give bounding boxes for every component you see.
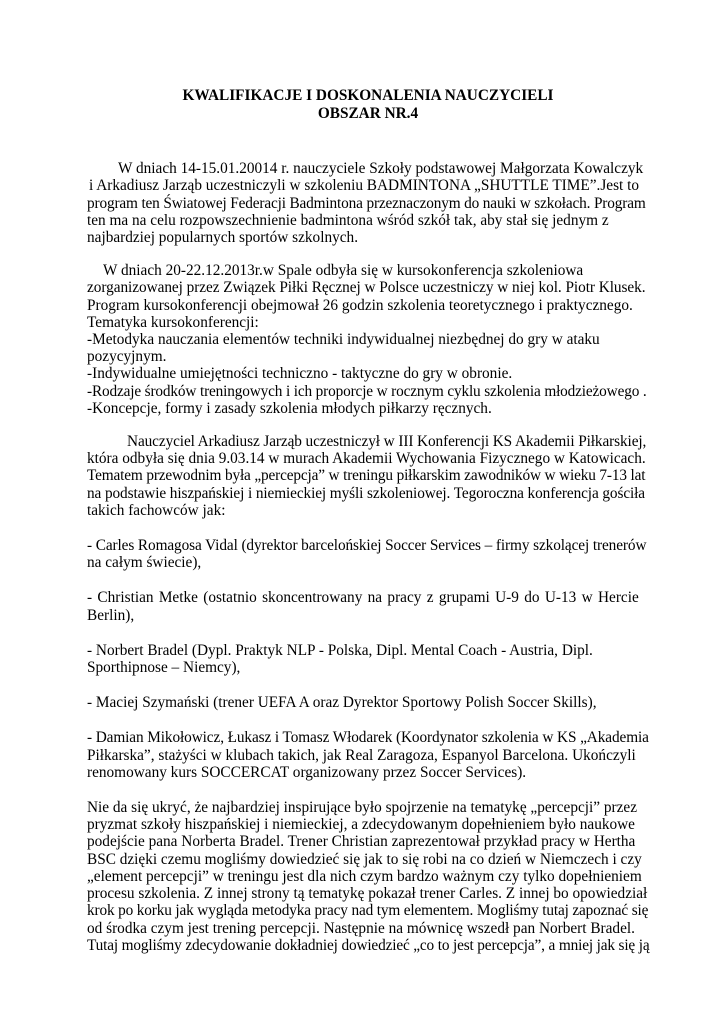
text-line: - Christian Metke (ostatnio skoncentrowany na pracy z grupami U-9 do U-13 w Hercie [87,589,639,607]
list-item: -Metodyka nauczania elementów techniki indywidualnej niezbędnej do gry w ataku [87,331,600,349]
text-line: Program kursokonferencji obejmował 26 godzin szkolenia teoretycznego i praktycznego. [87,296,633,314]
speaker-item [87,589,649,623]
title-line-1: KWALIFIKACJE I DOSKONALENIA NAUCZYCIELI [182,87,554,104]
document-page [87,87,649,954]
text-line: program ten Światowej Federacji Badmintona przeznaczonym do nauki w szkołach. Program [87,194,646,212]
list-item: -Rodzaje środków treningowych i ich proporcje w rocznym cyklu szkolenia młodzieżowego . [87,382,647,400]
text-line: procesu szkolenia. Z innej strony tą tematykę pokazał trener Carles. Z innej bo opowiedział [87,885,648,903]
text-line: BSC dzięki czemu mogliśmy dowiedzieć się jak to się robi na co dzień w Niemczech i czy [87,850,642,868]
text-line: - Damian Mikołowicz, Łukasz i Tomasz Włodarek (Koordynator szkolenia w KS „Akademia [87,729,649,747]
paragraph-shuttle-time [87,160,649,246]
text-line: renomowany kurs SOCCERCAT organizowany przez Soccer Services). [87,763,527,781]
paragraph-konferencja [87,433,649,519]
text-line: Piłkarska”, stażyści w klubach takich, jak Real Zaragoza, Espanyol Barcelona. Ukończyli [87,746,636,764]
text-line: Nie da się ukryć, że najbardziej inspirujące było spojrzenie na tematykę „percepcji” przez [87,799,637,817]
list-item: -Indywidualne umiejętności techniczno - taktyczne do gry w obronie. [87,365,513,383]
text-line: Tematem przewodnim była „percepcja” w treningu piłkarskim zawodników w wieku 7-13 lat [87,467,646,485]
text-line: Tutaj mogliśmy zdecydowanie dokładniej dowiedzieć „co to jest percepcja”, a mniej jak się ją [87,936,650,954]
text-line: pryzmat szkoły hiszpańskiej i niemieckiej, a zdecydowanym dopełnieniem było naukowe [87,816,635,834]
speaker-item [87,729,649,781]
text-line: krok po korku jak wygląda metodyka pracy nad tym elementem. Mogliśmy tutaj zapoznać się [87,902,649,920]
text-line: Berlin), [87,606,135,624]
text-line: która odbyła się dnia 9.03.14 w murach Akademii Wychowania Fizycznego w Katowicach. [87,450,646,468]
text-line: zorganizowanej przez Związek Piłki Ręcznej w Polsce uczestniczy w niej kol. Piotr Klusek. [87,279,646,297]
title-line-2: OBSZAR NR.4 [317,104,419,122]
speaker-item [87,537,649,571]
text-line: „element percepcji” w treningu jest dla nich czym bardzo ważnym czy tylko dopełnieniem [87,867,642,885]
text-line: najbardziej popularnych sportów szkolnych. [87,229,359,246]
paragraph-kursokonferencja [87,262,649,417]
text-line: od środka czym jest trening percepcji. Następnie na mównicę wszedł pan Norbert Bradel. [87,919,635,937]
text-line: Sporthipnose – Niemcy), [87,659,241,677]
speaker-item [87,694,649,711]
text-line: ten ma na celu rozpowszechnienie badmintona wśród szkół tak, aby stał się jednym z [87,211,609,229]
text-line: - Maciej Szymański (trener UEFA A oraz Dyrektor Sportowy Polish Soccer Skills), [87,694,597,712]
text-line: - Norbert Bradel (Dypl. Praktyk NLP - Polska, Dipl. Mental Coach - Austria, Dipl. [87,641,593,659]
document-title [87,87,649,122]
list-item: -Koncepcje, formy i zasady szkolenia młodych piłkarzy ręcznych. [87,399,492,417]
text-line: Nauczyciel Arkadiusz Jarząb uczestniczył w III Konferencji KS Akademii Piłkarskiej, [127,433,647,451]
text-line: Tematyka kursokonferencji: [87,313,259,331]
text-line: takich fachowców jak: [87,501,226,519]
text-line: podejście pana Norberta Bradel. Trener Christian zaprezentował przykład pracy w Hertha [87,833,636,851]
text-line: na całym świecie), [87,554,202,572]
text-line: W dniach 14-15.01.20014 r. nauczyciele Szkoły podstawowej Małgorzata Kowalczyk [118,160,644,178]
text-line: W dniach 20-22.12.2013r.w Spale odbyła się w kursokonferencja szkoleniowa [103,262,584,280]
text-line: na podstawie hiszpańskiej i niemieckiej myśli szkoleniowej. Tegoroczna konferencja gościła [87,484,646,502]
speaker-item [87,642,649,676]
text-line: - Carles Romagosa Vidal (dyrektor barcelońskiej Soccer Services – firmy szkolącej trenerów [87,537,647,555]
paragraph-summary [87,799,649,954]
text-line: i Arkadiusz Jarząb uczestniczyli w szkoleniu BADMINTONA „SHUTTLE TIME”.Jest to [89,177,640,195]
text-line: pozycyjnym. [87,348,167,366]
